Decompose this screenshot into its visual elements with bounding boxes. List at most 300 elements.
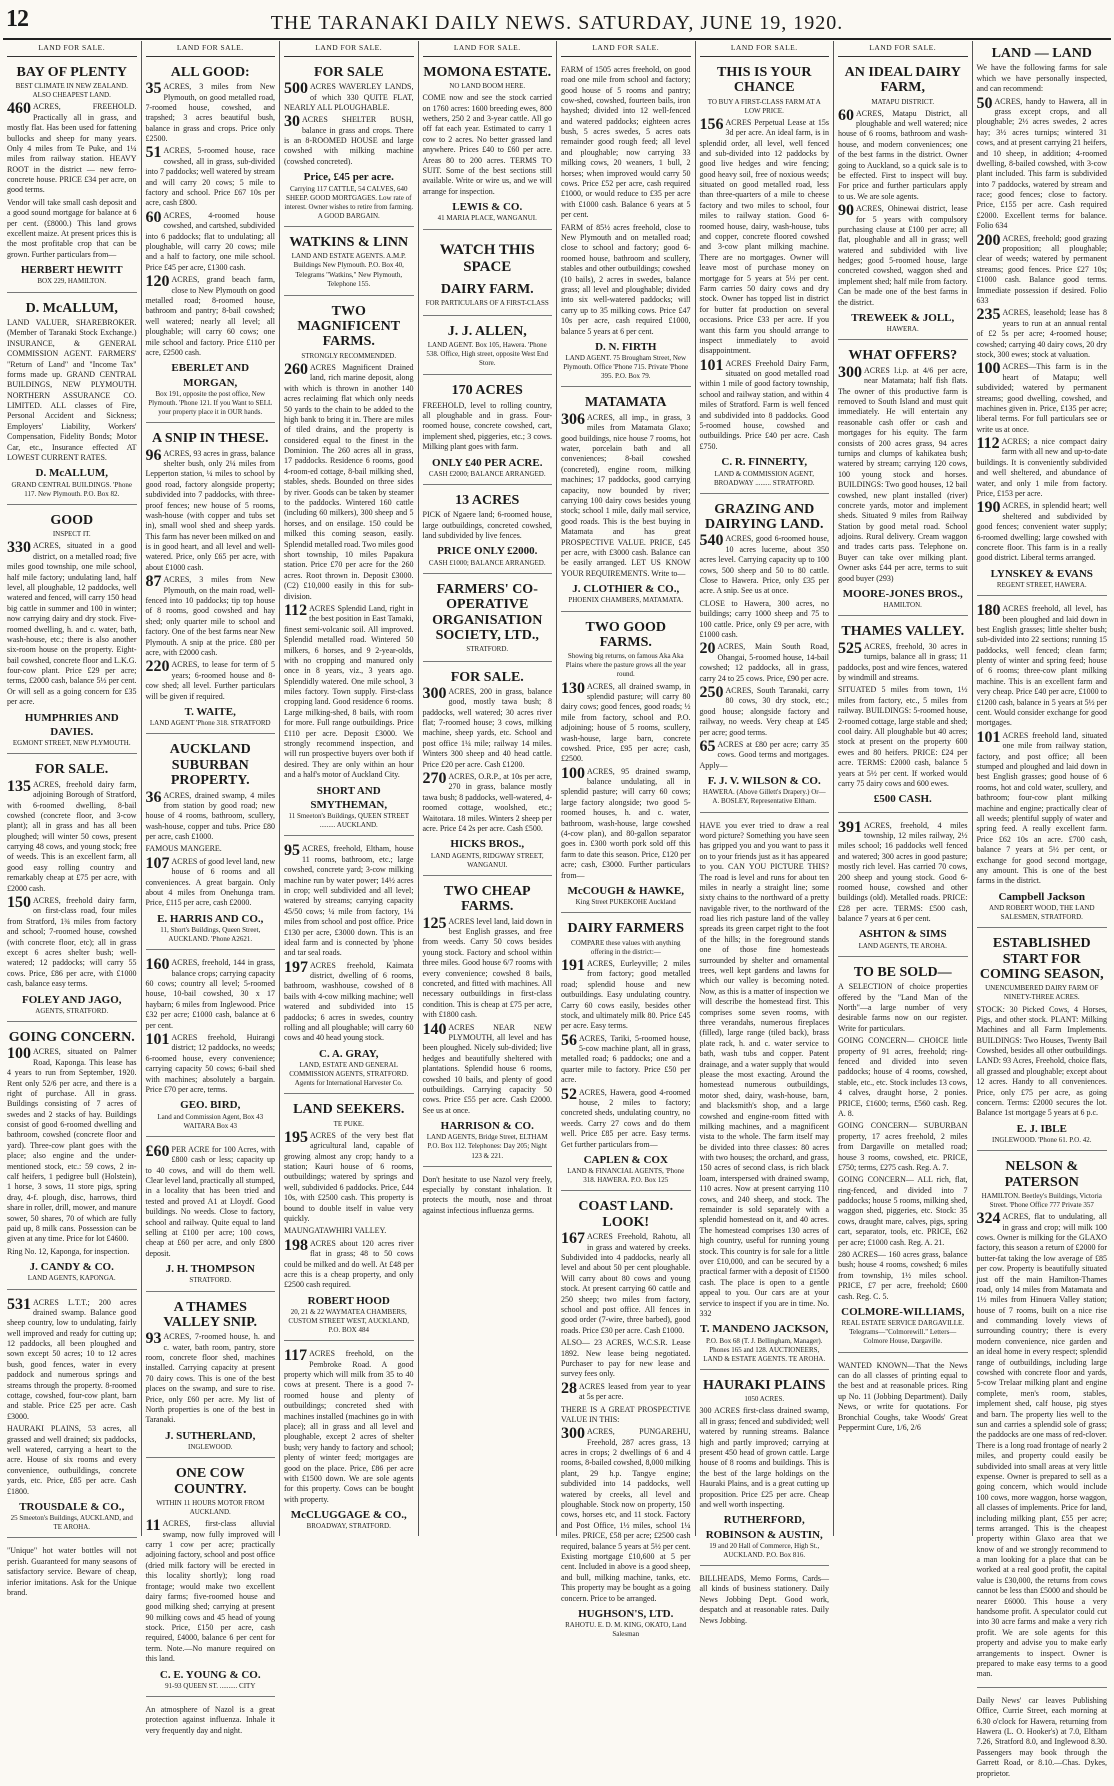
ad-heading: AN IDEAL DAIRY FARM, <box>844 64 961 96</box>
column-header: LAND FOR SALE. <box>838 41 968 57</box>
agent-address: Land and Commission Agent, Box 43 WAITARA Box 43 <box>157 1112 264 1130</box>
ad-subheading: TO BUY A FIRST-CLASS FARM AT A LOW PRICE. <box>707 97 821 115</box>
advertisement <box>700 1569 830 1633</box>
listing <box>561 764 691 881</box>
advertisement <box>423 1170 553 1224</box>
listing-number: 190 <box>976 499 1001 517</box>
listing-number: 30 <box>284 113 300 131</box>
ad-heading: WATKINS & LINN <box>289 234 409 250</box>
advertisement <box>146 426 276 734</box>
ad-subheading: STRONGLY RECOMMENDED. <box>301 351 397 360</box>
listing-number: 60 <box>145 208 162 226</box>
listing <box>7 777 137 894</box>
listing-number: 87 <box>145 573 162 591</box>
agent-address: P.O. Box 68 (T. J. Bellingham, Manager). Phones 165 and 128. AUCTIONEERS, LAND & ESTATE AGENTS. TE AROHA. <box>703 1336 826 1363</box>
listing <box>700 642 830 684</box>
listing-number: 112 <box>284 601 308 619</box>
listing-number: 101 <box>145 1031 170 1049</box>
agent-address: 91-93 QUEEN ST. .......... CITY <box>165 1681 256 1690</box>
listing-text: HAVE you ever tried to draw a real word picture? Something you have seen has gripped you and you want to pass it on to your friends just as it has appeared to you. CAN YOU PICTURE THIS? The road is level and runs for about ten miles in nearly a straight line; some sixty chains to the northward of a pretty navigable river, to the northward of the road lies rich pasture land of the valley spreads its green carpet right to the foot of the hills; in the foreground stands one of those fine homesteads surrounded by shelter and ornamental trees, well kept gardens and lawns for which our valley is becoming noted. Now, as this is a matter of inspection we will describe the homestead first. This comprises some seven rooms, with three verandahs, numerous fireplaces (filled), large range (tiled back), brass plate rack, h. and c. water service to bath, wash tubs and copper. Patent drainage, and a water supply that would please the most exacting. Around the homestead numerous outbuildings, motor shed, dairy, wash-house, barn, and blacksmith's shop, and a large cowshed and engine-room fitted with milking machines, and a magnificent vista to the whole. The farm itself may be divided into three classes: 80 acres with two houses; the orchard, and grass, 150 acres of second class, is rich black loam, interspersed with drained swamp, 110 acres. Now at present carrying 110 cows, and 240 sheep, and stock. The remainder is sold separately with a splendid homestead on it, and 40 acres. The homestead comprises 130 acres of high country, useful for running young stock. This country is for sale for a little over £10,000, and can be secured by a practical farmer with a deposit of £1500 cash. The place is open to a gentle appeal to you. Our cars are at your service to inspect if you are in time. No. 332 <box>699 820 829 1318</box>
listing-number: 270 <box>422 770 447 788</box>
listing <box>699 356 830 453</box>
listing-text: ACRES, 7-roomed house, h. and c. water, bath room, pantry, store room, concrete floor shed, machines installed. Carrying capacity at present 70 dairy cows. This is one of the best places on the swamp, and sure to rise. Price, only £60 per acre. My list of North properties is one of the best in Taranaki. <box>145 1332 275 1425</box>
advertisement <box>7 1293 137 1539</box>
listing-text: FREEHOLD, level to rolling country, all ploughable and in grass. Four-roomed house, concrete cowshed, cart, implement shed, piggeries, etc.; 3 cows. Milking plant goes with farm. <box>422 400 552 452</box>
advertisement <box>146 737 276 950</box>
advertisement <box>7 1541 137 1605</box>
ad-subheading: UNENCUMBERED DAIRY FARM OF NINETY-THREE ACRES. <box>985 984 1099 1002</box>
column-3 <box>280 41 419 1536</box>
listing <box>145 208 276 273</box>
listing-text: GOING CONCERN— CHOICE little property of 91 acres, freehold; ring-fenced and divided into seven paddocks; house of 4 rooms, cowshed, stable, etc., etc. Stock includes 13 cows, 4 calves, draught horse, 2 ponies. PRICE, £1600; terms, £560 cash. Reg. A. 8. <box>838 1036 968 1118</box>
column-header: LAND FOR SALE. <box>561 41 691 57</box>
listing-text: ACRES l.i.p. at 4/6 per acre, near Matamata; half fish flats. The owner of this productive farm is removed to South Island and must quit immediately. He will entertain any reasonable cash offer or cash and mortgages for his equity. The farm consists of 200 acres grass, 94 acres turnips and clumps of kahikatea bush; watered by stream; carrying 120 cows, 100 young stock and horses. BUILDINGS: Two good houses, 12 bail cowshed, new plant installed (river) concrete yards, motor and implement sheds. Situated 9 miles from Railway Station by good metal road. School adjoins. Rural delivery. Cream waggon and trades carts pass. Telephone on. Buyer can take over milking plant. Owner asks £44 per acre, terms to suit good buyer (293) <box>838 365 968 583</box>
listing <box>423 401 553 453</box>
advertisement <box>838 619 968 812</box>
listing-text: ACRES, Hawera, good 4-roomed house, 2 miles to factory; concreted sheds, undulating country, no weeds. Carry 27 cows and do them well. Price £85 per acre. Easy terms. Get further particulars from— <box>561 1087 691 1149</box>
agent-name: C. R. FINNERTY, <box>721 456 808 469</box>
listing-number: 300 <box>422 684 447 702</box>
listing <box>700 1574 830 1626</box>
listing <box>146 275 276 358</box>
agent-address: King Street PUKEKOHE Auckland <box>575 898 676 907</box>
ad-heading: THIS IS YOUR CHANCE <box>717 64 812 96</box>
agent-name: HERBERT HEWITT <box>20 264 123 277</box>
listing-number: 160 <box>145 956 170 974</box>
listing <box>284 82 414 113</box>
listing <box>977 63 1108 94</box>
listing-number: 20 <box>699 640 716 658</box>
listing-text: COME now and see the stock carried on 1760 acres: 1600 breeding ewes, 800 wethers, 250 2 and 3-year cattle. All go off fat each year. Estimated to carry 1 cow to 2 acres. No better grassed land anywhere. Prices £40 to £60 per acre. Areas 80 to 200 acres. TERMS TO SUIT. Some of the best sections still available. Write or wire us, and we will arrange for inspection. <box>422 93 552 196</box>
advertisement <box>423 233 553 316</box>
advertisement <box>977 931 1108 1151</box>
agent-name: ROBERT HOOD <box>307 1294 390 1307</box>
listing-text: ACRES, 4-roomed house cowshed, and cartshed, subdivided into 6 paddocks; flat to undulating; all ploughable, will carry 20 cows; mile and a half to factory, one mile school. Price £45 per acre, £1300 cash. <box>145 210 275 272</box>
listing-number: 391 <box>838 818 862 836</box>
listing-number: 198 <box>284 1236 308 1254</box>
listing <box>977 604 1108 729</box>
column-4 <box>419 41 558 1536</box>
listing-text: ALSO— 23 ACRES, W.C.S.R. Lease 1892. New lease being negotiated. Purchaser to pay for new lease and survey fees only. <box>561 1338 691 1379</box>
agent-name: Campbell Jackson <box>998 890 1085 903</box>
listing <box>561 410 691 579</box>
agent-address: LAND AGENTS, RIDGWAY STREET, WANGANUI. <box>430 851 544 869</box>
advertisement <box>284 230 414 296</box>
agent-address: LAND, ESTATE AND GENERAL COMMISSION AGENTS, STRATFORD. Agents for International Harvester Co. <box>289 1061 409 1088</box>
agent-name: GEO. BIRD, <box>180 1099 241 1112</box>
advertisement <box>838 816 968 957</box>
listing <box>976 231 1108 307</box>
agent-name: HARRISON & CO. <box>440 1120 534 1133</box>
listing <box>284 1236 414 1291</box>
listing-number: 235 <box>976 306 1001 324</box>
agent-address: LAND AGENTS, KAPONGA. <box>27 1274 116 1283</box>
listing <box>145 788 276 843</box>
agent-address: LAND AGENT 'Phone 318. STRATFORD <box>149 719 271 728</box>
listing-number: 220 <box>145 658 170 676</box>
column-header: LAND FOR SALE. <box>146 41 276 57</box>
ad-heading: A SNIP IN THESE. <box>152 431 269 447</box>
listing <box>561 1338 691 1380</box>
ad-heading: 13 ACRES <box>455 492 520 508</box>
listing-number: 50 <box>976 94 993 112</box>
advertisement <box>146 1140 276 1292</box>
agent-address: LAND AGENTS, TE AROHA. <box>858 941 947 950</box>
agent-name: E. HARRIS AND CO., <box>157 912 264 925</box>
listing-number: 107 <box>145 854 170 872</box>
listing-text: ACRES leased from year to year at 5s per acre. <box>579 1381 691 1402</box>
listing-number: 96 <box>145 446 162 464</box>
listing-text: ACRES, freehold dairy farm, on first-class road, four miles from Stratford, 1¾ miles from factory and school; 7-roomed house, cowshed (with concrete floor, etc); all in grass except 6 acres shelter bush; well-watered; 12 paddocks; will carry 55 cows. Price, £86 per acre, with £1000 cash, balance easy terms. <box>7 896 137 989</box>
column-6 <box>696 41 835 1625</box>
agent-address: HAMILTON. <box>883 601 922 610</box>
listing-number: 125 <box>422 914 447 932</box>
listing-text: 280 ACRES— 160 acres grass, balance bush; house 4 rooms, cowshed; 6 miles from township, 1½ miles school. PRICE, £7 per acre, freehold; £600 cash. Reg. C. 5. <box>838 1250 968 1301</box>
listing <box>838 1175 968 1248</box>
newspaper-title: THE TARANAKI DAILY NEWS. SATURDAY, JUNE 19, 1920. <box>270 12 844 34</box>
listing <box>7 1247 137 1257</box>
listing-number: 200 <box>976 231 1001 249</box>
agent-name: TREWEEK & JOLL, <box>851 312 955 325</box>
column-header: LAND FOR SALE. <box>423 41 553 57</box>
listing-text: WANTED KNOWN—That the News can do all classes of printing equal to the best and at reasonable prices. Ring up No. 11 (Jobbing Department). Daily News, or write for quotations. For Bronchial Coughs, take Woods' Great Peppermint Cure, 1/6, 2/6 <box>838 1360 968 1432</box>
listing-text: ACRES—This farm is in the heart of Matapu; well subdivided; watered by permanent streams; good dwelling, cowshed, and machines given in. Price, £135 per acre; liberal terms. For full particulars see or write us at once. <box>976 362 1107 434</box>
advertisement <box>561 615 691 914</box>
listing <box>838 1121 968 1173</box>
advertisement <box>7 508 137 754</box>
listing <box>284 1349 414 1505</box>
agent-address: HAWERA. (Above Gillett's Drapery.) Or— A. BOSLEY, Representative Eltham. <box>702 788 826 806</box>
listing-text: PER ACRE for 100 Acres, with £800 cash or less; capacity up to 40 cows, and will do them well. Clear level land, practically all stumped, in a locality that has been tried and tested and proved A1 at Lloydf. Good buildings. No weeds. Close to factory, school and railway. Quite equal to land selling at £100 per acre; 100 cows, cheap at £60 per acre, and only £800 deposit. <box>145 1144 276 1258</box>
listing <box>7 102 137 196</box>
listing-text: ACRES, flat to undulating, all in grass and crop; will milk 100 cows. Owner is milking for the GLAXO factory, this season a return of £2000 for butter-fat taking the low average of £85 per cow. Property is beautifully situated just off the main Hamilton-Thames road, only 14 miles from Matamata and 1½ miles from Hinuera Valley station; house of 7 rooms, built on a nice rise and commanding lovely views of surrounding country; there is every modern convenience, nice garden and an ideal home in every respect; splendid range of outbuildings, including large cowshed with concrete floor and yards, 5-cow Trelaar milking plant and engine complete, men's room, stables, implement shed, calf house, pig styes and barn. The property lies well to the sun and carries a splendid sole of grass; the paddocks are one mass of red-clover. There is a long road frontage of nearly 2 miles, and property could easily be subdivided into small areas at very little expense. Owner is prepared to sell as a going concern, which would include 100 cows, more waggon, horse waggon, all classes of implements. Price for land, including milking plant, £55 per acre; terms arranged. This is the cheapest property within Glaxo area that we know of and we strongly recommend to a man looking for a place that can be worked at a real good profit, the capital value is £30,000, the returns from cows cannot be less than £5000 and should be nearer £6000. This house a very handsome profit. A speculator could cut into 30 acre farms and make a very rich profit. We are sole agents for this property and advise you to make early arrangements to inspect. Owner is prepared to make easy terms to a good man. <box>976 1212 1107 1679</box>
listing-text: GOING CONCERN— ALL rich, flat, ring-fenced, and divided into 7 paddocks; house 5 rooms, milking shed, waggon shed, piggeries, etc. Stock: 35 cows, draught mare, calves, pigs, spring cart, separator, tools, etc. PRICE, £62 per acre; £1000 cash. Reg. A. 21. <box>838 1175 968 1247</box>
listing-number: 90 <box>838 202 854 220</box>
listing-number: 101 <box>699 356 724 374</box>
ad-heading: MOMONA ESTATE. <box>423 64 552 80</box>
listing-text: ACRES, PUNGAREHU, Freehold, 287 acres grass, 13 acres in crops; 2 dwellings of 6 and 4 rooms, 8-bailed cowshed, 8,000 milking plant, 29 h.p. Tangye engine; subdivided into 14 paddocks, well watered by creeks, all level and ploughable. Stock now on property, 150 cows, horses etc, and 11 stock. Factory and Post Office, 1½ miles, school 1¼ miles. PRICE, £58 per acre; £2500 cash required, balance 5 years at 5½ per cent. Existing mortgage £10,600 at 5 per cent. Included in above is a good sheep, and bull, milking machine, tanks, etc. This property may be bought as a going concern. Price to be arranged. <box>561 1427 691 1603</box>
listing <box>977 1005 1108 1119</box>
classified-columns <box>3 41 1111 1778</box>
ad-heading: AUCKLAND SUBURBAN PROPERTY. <box>169 742 251 789</box>
listing-number: 135 <box>7 777 31 795</box>
listing <box>561 1085 691 1150</box>
listing <box>7 1047 137 1244</box>
listing-number: 460 <box>7 100 31 118</box>
listing <box>561 65 691 221</box>
agent-address: REAL ESTATE SERVICE DARGAVILLE. Telegrams—"Colmorewill." Letters—Colmore House, Dargaville. <box>841 1319 965 1346</box>
ad-heading: 170 ACRES <box>451 383 523 399</box>
listing <box>146 958 276 1031</box>
listing-number: 525 <box>838 639 862 657</box>
advertisement <box>284 299 414 837</box>
listing <box>561 1031 691 1086</box>
agent-name: HUGHSON'S, LTD. <box>578 1607 674 1620</box>
listing-number: 300 <box>838 363 862 381</box>
ad-heading: COAST LAND. LOOK! <box>578 1199 674 1230</box>
advertisement <box>146 953 276 1137</box>
listing-number: 52 <box>561 1085 577 1103</box>
listing-text: We have the following farms for sale which we have personally inspected, and can recommend: <box>976 63 1107 94</box>
agent-name: J. H. THOMPSON <box>165 1263 255 1276</box>
listing-text: ACRES, Matapu District, all ploughable and well watered; nice house of 6 rooms, bathroom and wash-house, and modern conveniences; one of the best farms in the district. Owner going to Auckland, so a quick sale is to be effected. First to inspect will buy. For price and further particulars apply to us. We are sole agents. <box>838 108 968 201</box>
listing <box>146 660 276 702</box>
listing-text: ACRES, Tariki, 5-roomed house, 5-cow machine plant, all in grass, metalled road; 6 paddocks; one and a quarter mile to factory. Price £50 per acre. <box>561 1033 691 1085</box>
ad-heading: FOR SALE <box>313 64 384 80</box>
listing <box>284 115 414 167</box>
column-header: LAND FOR SALE. <box>700 41 830 57</box>
agent-address: LAND AGENTS, Bridge Street, ELTHAM P.O. Box 112. Telephones: Day 205; Night 123 & 221. <box>426 1133 548 1160</box>
listing-text: ACRES, first-class alluvial swamp, now fully improved will carry 1 cow per acre; practically adjoining factory, school and post office (dried milk factory will be erected in this locality shortly); long road frontage; would make two excellent dairy farms; five-roomed house and good milking shed; carrying at present 90 milking cows and 45 head of young stock. Price, £150 per acre, cash required, £4000, balance 6 per cent for term. Note.—No manure required on this land. <box>145 1519 275 1664</box>
ad-heading: J. J. ALLEN, <box>447 323 527 339</box>
advertisement <box>838 343 968 616</box>
listing <box>838 1361 968 1434</box>
listing-number: 117 <box>284 1347 308 1365</box>
advertisement <box>561 60 691 388</box>
listing-text: ACRES, freehold, Eltham, house 11 rooms, bathroom, etc.; large cowshed, concrete yard; 3-cow milking machine run by water power; 14½ acres in crop; well subdivided and all level; watered by streams; carrying capacity 45/50 cows; ¼ mile from factory, 1¼ miles from school and post office. Price £130 per acre, £3000 down. This is an ideal farm and is connected by 'phone and tar seal roads. <box>284 844 414 958</box>
agent-name: J. SUTHERLAND, <box>165 1429 256 1442</box>
listing <box>699 683 830 738</box>
listing <box>145 854 276 909</box>
agent-address: 11, Short's Buildings, Queen Street, AUCKLAND. 'Phone A2621. <box>160 926 261 944</box>
advertisement <box>146 1461 276 1697</box>
ad-heading: FARMERS' CO-OPERATIVE ORGANISATION SOCIETY, LTD., <box>432 581 543 644</box>
listing-text: ACRES, 5-roomed house, race cowshed, all in grass, sub-divided into 7 paddocks; well watered by stream and will carry 20 cows; 5 mile to factory and school. Price £67 10s per acre, cash £800. <box>145 146 275 208</box>
column-5 <box>557 41 696 1639</box>
agent-address: REGENT STREET, HAWERA. <box>996 581 1087 590</box>
listing-number: 156 <box>699 115 724 133</box>
advertisement <box>561 916 691 1191</box>
listing-text: ACRES, in splendid heart; well sheltered and subdivided by good fences; convenient water supply; 6-roomed dwelling; large cowshed with concrete floor. This farm is in a really good district. Liberal terms arranged. <box>976 501 1107 563</box>
ad-heading: WHAT OFFERS? <box>848 348 958 364</box>
listing-number: 330 <box>7 539 31 557</box>
listing-number: £60 <box>145 1142 170 1160</box>
listing <box>977 1212 1108 1680</box>
listing <box>977 437 1108 499</box>
agent-address: BROADWAY, STRATFORD. <box>306 1522 391 1531</box>
listing-text: ACRES, South Taranaki, carry 80 cows, 30 dry stock, etc.; good house; alongside factory and railway, no weeds. Very cheap at £45 per acre; good terms. <box>699 685 829 737</box>
listing-number: 197 <box>284 958 308 976</box>
listing-number: 56 <box>561 1031 577 1049</box>
listing-number: 180 <box>976 602 1001 620</box>
listing-text: ACRES, to lease for term of 5 years; 6-roomed house and 8-cow shed; all level. Further particulars will be given if required. <box>145 660 275 701</box>
agent-address: 25 Smeeton's Buildings, AUCKLAND, and TE AROHA. <box>10 1514 133 1532</box>
listing-text: FARM of 85½ acres freehold, close to New Plymouth and on metalled road; close to school and factory; good 6-roomed house, bathroom and scullery, stables and other outbuildings; cowshed (10 bails), 2 acres in swedes, balance grass; all level and ploughable; divided into six well-watered paddocks; will carry up to 35 milking cows. Price £47 10s per acre, cash required £1000, balance 5 years at 6 per cent. <box>561 222 691 336</box>
listing-text: ACRES NEAR NEW PLYMOUTH, all level and has been ploughed. Nicely sub-divided; live hedges and beautifully sheltered with plantations. Splendid house 6 rooms, cowshed 10 bails, and plenty of good outbuildings. Carrying capacity 50 cows. Price £55 per acre. Cash £2000. See us at once. <box>422 1022 552 1115</box>
listing <box>699 115 830 357</box>
advertisement <box>838 60 968 341</box>
listing <box>838 982 968 1034</box>
listing <box>146 575 276 658</box>
ad-subheading: WITHIN 11 HOURS MOTOR FROM AUCKLAND. <box>156 1499 265 1517</box>
agent-name: McCLUGGAGE & CO., <box>290 1509 407 1522</box>
listing-text: "Unique" hot water bottles will not perish. Guaranteed for many seasons of satisfactory service. Beware of cheap, inferior imitations. Ask for the Unique brand. <box>7 1546 137 1597</box>
listing-text: ACRES, situated on Palmer Road, Kaponga. This lease has 4 years to run from September, 1920. Rent only 52/6 per acre, and there is a right of purchase. All in grass. Buildings consisting of 7 acres of swedes and 2 stacks of hay. Buildings consist of good 6-roomed dwelling and bathroom, cowshed (concrete floor and yard). Three-cow plant goes with the place; also engine and the under-mentioned stock, etc.: 59 cows, 2 in-calf heifers, 1 pedigree bull (Holstein), 1 horse, 3 sows, 11 store pigs, spring dray, 4-f. plough, disc, harrows, third share in roller, drill, mower, and manure sower, 50 shares, 70 of which are fully paid up, 8 milk cans. Possession can be given at any time. Price for lot £4600. <box>7 1047 137 1244</box>
ad-heading: MATAMATA <box>585 395 667 411</box>
listing <box>146 82 276 144</box>
ad-heading: LAND SEEKERS. <box>293 1102 405 1118</box>
ad-subheading: COMPARE these values with anything offering in the district:— <box>571 938 681 956</box>
advertisement <box>838 1356 968 1441</box>
ad-heading: FOR SALE. <box>450 669 524 685</box>
agent-name: HICKS BROS., <box>450 838 525 851</box>
listing-text: ACRES, FREEHOLD. Practically all in grass, and mostly flat. Has been used for fattening bullocks and sheep for many years. Only 4 miles from Te Puke, and 1¼ miles from railway station. HEAVY ROOT in the district — new ferro-concrete house. PRICE £34 per acre, on good terms. <box>7 102 137 195</box>
listing-text: ACRES, freehold, 30 acres in turnips, balance all in grass; 11 paddocks, post and wire fences, watered by windmill and streams. <box>838 641 968 682</box>
listing <box>561 679 691 765</box>
advertisement <box>284 60 414 227</box>
ad-heading: DAIRY FARMERS <box>567 921 685 937</box>
listing-number: 191 <box>561 956 585 974</box>
listing <box>284 844 414 958</box>
listing-text: BILLHEADS, Memo Forms, Cards—all kinds of business stationery. Daily News Jobbing Dept. Good work, despatch and at reasonable rates. Daily News Jobbing. <box>699 1574 829 1625</box>
agent-name: ONLY £40 PER ACRE. <box>432 456 543 469</box>
listing-number: 101 <box>976 728 1001 746</box>
listing-text: ACRES of good level land, new house of 6 rooms and all conveniences. A great bargain. Only about 4 miles from Onehunga tram. Price, £115 per acre, cash £2000. <box>145 856 275 908</box>
listing-text: ACRES; a nice compact dairy farm with all new and up-to-date buildings. It is conveniently subdivided and well sheltered, and abundance of water, and only 1 mile from factory. Price, £153 per acre. <box>976 437 1107 499</box>
agent-address: STRATFORD. <box>189 1276 232 1285</box>
listing <box>7 541 137 707</box>
agent-address: LAND & FINANCIAL AGENTS, 'Phone 318. HAWERA. P.O. Box 125 <box>567 1167 685 1185</box>
ad-subheading: STRATFORD. <box>466 645 509 654</box>
listing <box>838 106 968 203</box>
agent-name: D. McALLUM, <box>35 467 108 480</box>
agent-name: RUTHERFORD, ROBINSON & AUSTIN, <box>705 1514 823 1541</box>
column-7 <box>834 41 973 1536</box>
listing-number: 324 <box>976 1210 1001 1228</box>
ad-heading: GOING CONCERN. <box>8 1029 135 1045</box>
listing-text: PICK of Ngaere land; 6-roomed house, large outbuildings, concreted cowshed, land subdivided by live fences. <box>422 510 552 541</box>
ad-heading: GRAZING AND DAIRYING LAND. <box>704 501 824 533</box>
advertisement <box>146 60 276 423</box>
ad-banner-text: WATCH THIS SPACE <box>439 241 535 275</box>
listing-text: LAND VALUER, SHAREBROKER. (Member of Taranaki Stock Exchange.) INSURANCE, & GENERAL COMMISSION AGENT. FARMERS' "Return of Land" and "Income Tax" forms made up. GRAND CENTRAL BUILDINGS, NEW PLYMOUTH. NORTHERN ASSURANCE CO. LIMITED. ALL classes of Fire, Personal Accident and Sickness; Employers' Liability, Workers' Compensation, Fidelity Bonds; Motor Car, etc., Insurance effected AT LOWEST CURRENT RATES. <box>7 317 137 463</box>
ad-subheading: Showing big returns, on famous Aka Aka Plains where the pasture grows all the year round. <box>565 652 686 679</box>
listing <box>977 1696 1108 1779</box>
listing-text: ACRES, 3 miles from New Plymouth, on good metalled road, 7-roomed house, cowshed, and trapshed; 3 acres beautiful bush, balance in grass and crops. Price only £2500. <box>145 82 275 144</box>
listing-text: ACRES, all drained swamp, in splendid pasture; will carry 80 dairy cows; good fences, good roads; ½ mile from factory, school and P.O. adjoining; house of 5 rooms, scullery, wash-house, large barn, concrete cowshed. Price, £95 per acre; cash, £2500. <box>561 681 691 764</box>
listing-number: 120 <box>145 273 170 291</box>
listing-text: FAMOUS MANGERE. <box>145 844 222 854</box>
listing-number: 35 <box>145 80 162 98</box>
advertisement <box>146 1295 276 1459</box>
ad-heading: HAURAKI PLAINS <box>702 1377 826 1393</box>
agent-name: C. A. GRAY, <box>319 1047 379 1060</box>
advertisement <box>284 839 414 1094</box>
ad-heading: GOOD <box>50 512 94 528</box>
listing-text: ACRES, 3 miles from New Plymouth, on the main road, well-fenced into 10 paddocks; tip top house of 8 rooms, good cowshed and hay shed; only quarter mile to school and factory. One of the best farms near New Plymouth. A snip at the price. £80 per acre, with £2000 cash. <box>145 575 275 657</box>
listing-number: 306 <box>561 410 585 428</box>
ad-subheading: FOR PARTICULARS OF A FIRST-CLASS <box>425 299 549 308</box>
agent-name: J. CLOTHIER & CO., <box>572 583 680 596</box>
advertisement <box>977 1154 1108 1688</box>
listing-number: 540 <box>699 532 724 550</box>
ad-heading: NELSON & PATERSON <box>1004 1159 1079 1190</box>
column-2 <box>142 41 281 1735</box>
listing <box>422 914 553 1021</box>
listing <box>284 958 414 1044</box>
listing-text: ACRES WAVERLEY LANDS, of which 330 QUITE FLAT, NEARLY ALL PLOUGHABLE. <box>284 82 414 112</box>
listing-text: ACRES, handy to Hawera, all in grass except crops, and all ploughable; 2½ acres swedes, 2 acres hay; 3½ acres turnips; wintered 31 cows, and at present carrying 21 heifers, and 10 sheep, in addition; 4-roomed dwelling, 8-bailed cowshed, with 3-cow plant included. This farm is subdivided into 7 paddocks, watered by stream and race; good fences; close to factory. Price, £155 per acre. Cash required £2000. Excellent terms for balance. Folio 634 <box>976 96 1107 231</box>
listing-text: ACRES Perpetual Lease at 15s 3d per acre. An ideal farm, is in splendid order, all level, well fenced and sub-divided into 12 paddocks by good live hedges and wire fencing; good heavy soil, free of noxious weeds; situated on good metalled road, less than three-quarters of a mile to cheese factory and two miles to school, four miles to railway station. Good 6-roomed house, dairy, wash-house, tubs and copper, concrete floored cowshed and 3-cow plant milking machine. There are no mortgages. Owner will leave most of purchase money on mortgage for 5 years at 5½ per cent. Farm carries 50 dairy cows and dry stock. Owner has topped list in district for butter fat production on several occasions. Price £33 per acre. If you want this farm you should arrange to inspect immediately to avoid disappointment. <box>699 117 829 356</box>
listing <box>838 1250 968 1302</box>
listing-text: An atmosphere of Nazol is a great protection against influenza. Inhale it very frequently day and night. <box>145 1705 275 1735</box>
agent-address: RAHOTU. E. D. M. KING, OKATO, Land Salesman <box>565 1621 687 1639</box>
agent-name: EBERLET AND MORGAN, <box>171 362 250 389</box>
agent-address: 19 and 20 Hall of Commerce, High St., AUCKLAND. P.O. Box 816. <box>709 1541 820 1559</box>
listing-text: SITUATED 5 miles from town, 1½ miles from factory, etc., 5 miles from railway. BUILDINGS: 5-roomed house, 2-roomed cottage, large stable and shed; cool dairy. All ploughable but 40 acres; stock at present on the property 600 ewes and 80 heifers. PRICE: £24 per acre. TERMS: £2000 cash, balance 5 years at 5½ per cent. If worked would carry 75 dairy cows and 600 ewes. <box>838 685 968 788</box>
listing-number: 100 <box>561 764 585 782</box>
agent-name: E. J. IBLE <box>1016 1122 1067 1135</box>
listing-text: ACRES, freehold; good grazing proposition; all ploughable; clear of weeds; watered by permanent streams; good fences. Price £27 10s; £1000 cash. Balance good terms. Immediate possession if desired. Folio 633 <box>976 233 1107 305</box>
listing-text: ACRES about 120 acres river flat in grass; 48 to 50 cows could be milked and do well. At £48 per acre this is a cheap property, and only £2500 cash required. <box>284 1238 414 1290</box>
listing-text: A SELECTION of choice properties offered by the "Land Man of the North"—a large number of very desirable farms now on our register. Write for particulars. <box>838 982 968 1033</box>
advertisement <box>423 488 553 574</box>
ad-subheading: NO LAND BOOM HERE. <box>449 82 526 91</box>
advertisement <box>700 497 830 813</box>
listing <box>977 501 1108 563</box>
agent-address: AND ROBERT WOOD, THE LAND SALESMEN, STRATFORD. <box>988 903 1095 922</box>
agent-name: TROUSDALE & CO., <box>19 1500 125 1513</box>
listing-text: ACRES freehold, Kaimata district, dwelling of 6 rooms, bathroom, washhouse, cowshed of 8 bails with 4-cow milking machine; well watered and subdivided into 15 paddocks; 6 acres in swedes, country rolling and all ploughable; will carry 60 cows and 40 head young stock. <box>284 960 414 1043</box>
column-header: LAND FOR SALE. <box>7 41 137 57</box>
listing <box>699 737 830 771</box>
agent-address: PHOENIX CHAMBERS, MATAMATA. <box>568 596 684 605</box>
agent-name: CAPLEN & COX <box>583 1154 668 1166</box>
advertisement <box>423 60 553 230</box>
agent-address: 11 Smeeton's Buildings, QUEEN STREET ......... AUCKLAND. <box>288 812 410 830</box>
advertisement <box>977 1691 1108 1786</box>
listing-number: 531 <box>7 1295 31 1313</box>
listing <box>561 1379 691 1403</box>
advertisement <box>700 60 830 494</box>
listing-text: ACRES Freehold Dairy Farm, situated on good metalled road within 1 mile of good factory township, school and railway station, and within 4 miles of Stratford. Farm is well fenced and subdivided into 8 paddocks. Good 5-roomed house, cowshed and outbuildings. Price £40 per acre. Cash £750. <box>699 358 829 451</box>
agent-address: 41 MARIA PLACE, WANGANUI. <box>437 214 537 223</box>
listing-number: 95 <box>284 842 300 860</box>
agent-name: C. E. YOUNG & CO. <box>159 1668 261 1681</box>
listing-number: 100 <box>7 1045 31 1063</box>
listing <box>146 146 276 208</box>
listing-text: Vendor will take small cash deposit and a good sound mortgage for balance at 6 per cent. (£8000.) This land grows excellent maize. At present prices this is the most profitable crop that can be grown. Further particulars from— <box>7 197 137 259</box>
listing-number: 167 <box>561 1230 585 1248</box>
listing <box>145 446 276 574</box>
listing <box>7 1295 137 1423</box>
listing-text: 300 ACRES first-class drained swamp, all in grass; fenced and subdivided; well watered by running streams. Balance high and partly improved; carrying at present 450 head of grown cattle. Large house of 8 rooms and buildings. This is the best of the large holdings on the Hauraki Plains, and is a great cutting up proposition. Price £25 per acre. Cheap and well worth inspecting. <box>699 1406 829 1509</box>
listing <box>700 821 830 1320</box>
listing <box>700 534 830 596</box>
advertisement <box>7 757 137 1022</box>
listing-text: ACRES freehold, on the Pembroke Road. A good property which will milk from 35 to 40 cows at present. There is a good 7-roomed house and plenty of outbuildings; concreted shed with machines installed (machines go in with place); all in grass and all level and ploughable, except 2 acres of shelter bush; very handy to factory and school; plenty of winter feed; mortgages are good on the place. Price, £86 per acre with £1500 down. We are sole agents for this property. Cows can be bought with property. <box>284 1349 414 1504</box>
agent-name: LEWIS & CO. <box>452 201 523 214</box>
listing-text: ACRES, 95 drained swamp, balance undulating, all in splendid pasture; will carry 60 cows; large factory alongside; two good 5-roomed houses, h. and c. water, bathroom, wash-house, large cowshed (4-cow plan), and 80-gallon separator goes in. £300 worth pork sold off this farm to date this season. Price, £120 per acre; cash, £3000. Further particulars from— <box>561 766 691 880</box>
listing <box>7 1424 137 1497</box>
listing-number: 150 <box>7 894 31 912</box>
listing-text: ACRES, Eurleyville; 2 miles from factory; good metalled road; splendid house and new outbuildings. Easy undulating country. Carry 60 cows easily, besides other stock, and ultimately milk 80. Price £45 per acre. Easy terms. <box>561 958 691 1031</box>
listing-text: ACRES Freehold, Rahotu, all in grass and watered by creeks. Subdivided into 4 paddocks, nearly all level and about 50 per cent ploughable. Will carry about 80 cows and young stock. At present carrying 60 cattle and 250 sheep; two miles from factory, school and post office. All fences in good order (7-wire, three barbed), good roads. Price £30 per acre. Cash £1000. <box>561 1232 691 1335</box>
agent-name: LYNSKEY & EVANS <box>990 567 1093 580</box>
ad-subheading: LAND AGENT. Box 105, Hawera. 'Phone 538. Office, High street, opposite West End Store. <box>426 340 549 368</box>
listing <box>423 1175 553 1217</box>
listing-number: 500 <box>284 80 308 98</box>
listing-text: ACRES, all imp., in grass, 3 miles from Matamata Glaxo; good buildings, nice house 7 rooms, hot water, porcelain bath and all conveniences; 8-bail cowshed (concreted), engine room, milking machines; 17 paddocks, good carrying capacity, now bounded by river; carrying 100 dairy cows besides young stock; school 1 mile, daily mail service, good roads. This is the best buying in Matamata and has great PROSPECTIVE VALUE. PRICE, £45 per acre, with £3000 cash. Balance can be easily arranged. LET US KNOW YOUR REQUIREMENTS. Write to— <box>561 412 691 578</box>
advertisement <box>977 41 1108 596</box>
listing <box>422 684 553 770</box>
agent-address: INGLEWOOD. <box>187 1443 233 1452</box>
listing <box>976 728 1108 887</box>
agent-name: HUMPHRIES AND DAVIES. <box>24 711 119 738</box>
listing <box>7 318 137 463</box>
listing <box>976 94 1108 232</box>
listing <box>7 198 137 260</box>
